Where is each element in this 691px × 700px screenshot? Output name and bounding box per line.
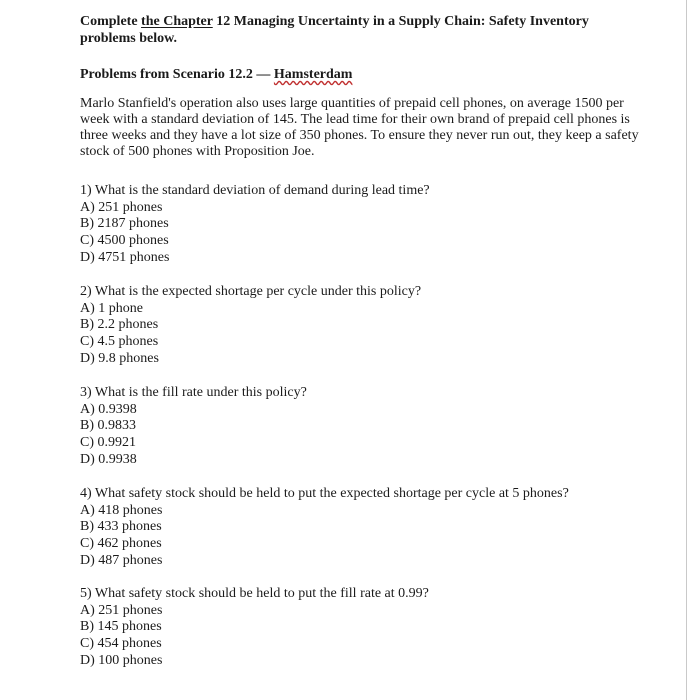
answer-option: A) 418 phones [80, 502, 163, 518]
answer-option: B) 2.2 phones [80, 317, 159, 333]
question-stem: 3) What is the fill rate under this policy? [80, 385, 307, 400]
question-5 [80, 586, 660, 670]
answer-option: A) 251 phones [80, 199, 163, 215]
scenario-description: Marlo Stanfield's operation also uses large quantities of prepaid cell phones, on average 1500 per week with a standard deviation of 145. The lead time for their own brand of prepaid cell phones is three weeks and they have a lot size of 350 phones. To ensure they never run out, they keep a safety stock of 500 phones with Proposition Joe. [80, 96, 639, 159]
question-1 [80, 183, 660, 267]
scenario-heading [80, 66, 352, 83]
page-title [80, 13, 640, 47]
scenario-name: Hamsterdam [273, 67, 353, 82]
answer-option: D) 9.8 phones [80, 350, 159, 366]
answer-option: B) 2187 phones [80, 216, 169, 232]
question-stem: 1) What is the standard deviation of demand during lead time? [80, 183, 430, 198]
title-text-start: Complete [80, 14, 142, 29]
chapter-link[interactable]: the Chapter [141, 14, 213, 29]
question-4 [80, 486, 660, 570]
answer-option: A) 251 phones [80, 602, 163, 618]
answer-option: D) 0.9938 [80, 451, 137, 467]
question-stem: 2) What is the expected shortage per cycle under this policy? [80, 284, 422, 299]
answer-option: C) 462 phones [80, 536, 162, 552]
scenario-prefix: Problems from Scenario 12.2 — [80, 67, 274, 82]
answer-option: D) 4751 phones [80, 249, 170, 265]
answer-option: B) 145 phones [80, 619, 162, 635]
question-stem: 5) What safety stock should be held to put the fill rate at 0.99? [80, 586, 429, 601]
answer-option: A) 0.9398 [80, 401, 137, 417]
answer-option: A) 1 phone [80, 300, 143, 316]
answer-option: B) 433 phones [80, 519, 162, 535]
page-edge-divider [686, 0, 687, 700]
answer-option: C) 4.5 phones [80, 334, 159, 350]
answer-option: D) 487 phones [80, 552, 163, 568]
question-2 [80, 284, 660, 368]
question-stem: 4) What safety stock should be held to put the expected shortage per cycle at 5 phones? [80, 486, 569, 501]
question-3 [80, 385, 660, 469]
answer-option: C) 0.9921 [80, 435, 136, 451]
answer-option: C) 454 phones [80, 636, 162, 652]
answer-option: D) 100 phones [80, 652, 163, 668]
answer-option: C) 4500 phones [80, 233, 169, 249]
title-text-end: 12 Managing Uncertainty in a Supply Chain: Safety Inventory problems below. [80, 14, 589, 46]
answer-option: B) 0.9833 [80, 418, 136, 434]
